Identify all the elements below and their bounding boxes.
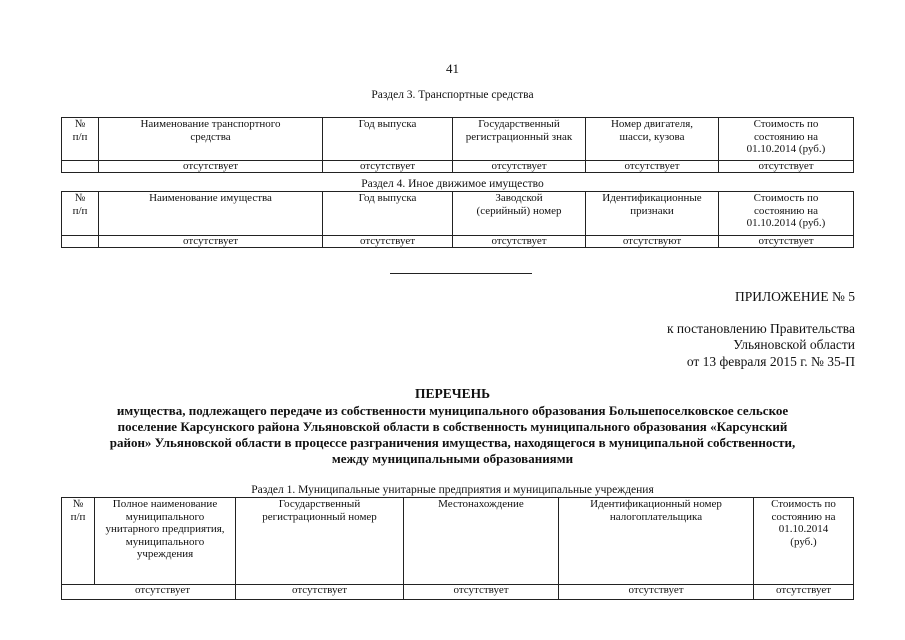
section3-cell-year: отсутствует	[323, 161, 453, 173]
section4-table	[61, 191, 854, 248]
section3-header-num: № п/п	[62, 118, 99, 161]
section1-header-inn: Идентификационный номер налогоплательщика	[559, 498, 754, 585]
section3-cell-cost: отсутствует	[719, 161, 854, 173]
document-subtitle	[0, 403, 905, 467]
section1-cell-cost: отсутствует	[754, 585, 854, 600]
page-number: 41	[446, 61, 459, 76]
section4-header-year: Год выпуска	[323, 192, 453, 236]
section1-header-num: № п/п	[62, 498, 95, 585]
section4-caption: Раздел 4. Иное движимое имущество	[361, 178, 544, 190]
document-title: ПЕРЕЧЕНЬ	[414, 386, 491, 401]
section1-table	[61, 497, 854, 600]
section4-data-row	[62, 236, 854, 248]
section3-cell-regnum: отсутствует	[453, 161, 586, 173]
section3-header-regnum: Государственный регистрационный знак	[453, 118, 586, 161]
section4-cell-serial: отсутствует	[453, 236, 586, 248]
section3-cell-num	[62, 161, 99, 173]
section4-cell-name: отсутствует	[99, 236, 323, 248]
section3-cell-engine: отсутствует	[586, 161, 719, 173]
section3-header-year: Год выпуска	[323, 118, 453, 161]
section1-data-row	[62, 585, 854, 600]
section3-data-row	[62, 161, 854, 173]
section3-caption: Раздел 3. Транспортные средства	[371, 89, 534, 101]
section1-header-location: Местонахождение	[404, 498, 559, 585]
section1-cell-name: отсутствует	[62, 585, 236, 600]
section1-cell-location: отсутствует	[404, 585, 559, 600]
section4-header-num: № п/п	[62, 192, 99, 236]
section1-cell-inn: отсутствует	[559, 585, 754, 600]
section4-header-name: Наименование имущества	[99, 192, 323, 236]
section3-cell-name: отсутствует	[99, 161, 323, 173]
section4-cell-year: отсутствует	[323, 236, 453, 248]
section1-header-row	[62, 498, 854, 585]
section3-table	[61, 117, 854, 173]
section1-caption: Раздел 1. Муниципальные унитарные предприятия и муниципальные учреждения	[251, 484, 654, 496]
section3-header-cost: Стоимость по состоянию на 01.10.2014 (руб.)	[719, 118, 854, 161]
appendix-line-3: от 13 февраля 2015 г. № 35-П	[686, 354, 855, 369]
divider-line	[390, 273, 532, 274]
section3-header-name: Наименование транспортного средства	[99, 118, 323, 161]
appendix-line-2: Ульяновской области	[733, 337, 855, 352]
section1-header-cost: Стоимость по состоянию на 01.10.2014 (руб.)	[754, 498, 854, 585]
section1-cell-regnum: отсутствует	[236, 585, 404, 600]
appendix-title: ПРИЛОЖЕНИЕ № 5	[734, 289, 855, 304]
section4-cell-ident: отсутствуют	[586, 236, 719, 248]
subtitle-line-3: район» Ульяновской области в процессе разграничения имущества, находящегося в муниципальной собственности,	[109, 435, 796, 450]
subtitle-line-4: между муниципальными образованиями	[331, 451, 574, 466]
section3-header-engine: Номер двигателя, шасси, кузова	[586, 118, 719, 161]
section4-cell-cost: отсутствует	[719, 236, 854, 248]
section4-header-row	[62, 192, 854, 236]
subtitle-line-1: имущества, подлежащего передаче из собственности муниципального образования Большепоселковское сельское	[116, 403, 789, 418]
appendix-line-1: к постановлению Правительства	[666, 321, 855, 336]
subtitle-line-2: поселение Карсунского района Ульяновской области в собственность муниципального образования «Карсунский	[117, 419, 788, 434]
section1-header-regnum: Государственный регистрационный номер	[236, 498, 404, 585]
section1-header-name: Полное наименование муниципального унитарного предприятия, муниципального учреждения	[95, 498, 236, 585]
section3-header-row	[62, 118, 854, 161]
section4-header-serial: Заводской (серийный) номер	[453, 192, 586, 236]
section4-cell-num	[62, 236, 99, 248]
section4-header-ident: Идентификационные признаки	[586, 192, 719, 236]
section4-header-cost: Стоимость по состоянию на 01.10.2014 (руб.)	[719, 192, 854, 236]
